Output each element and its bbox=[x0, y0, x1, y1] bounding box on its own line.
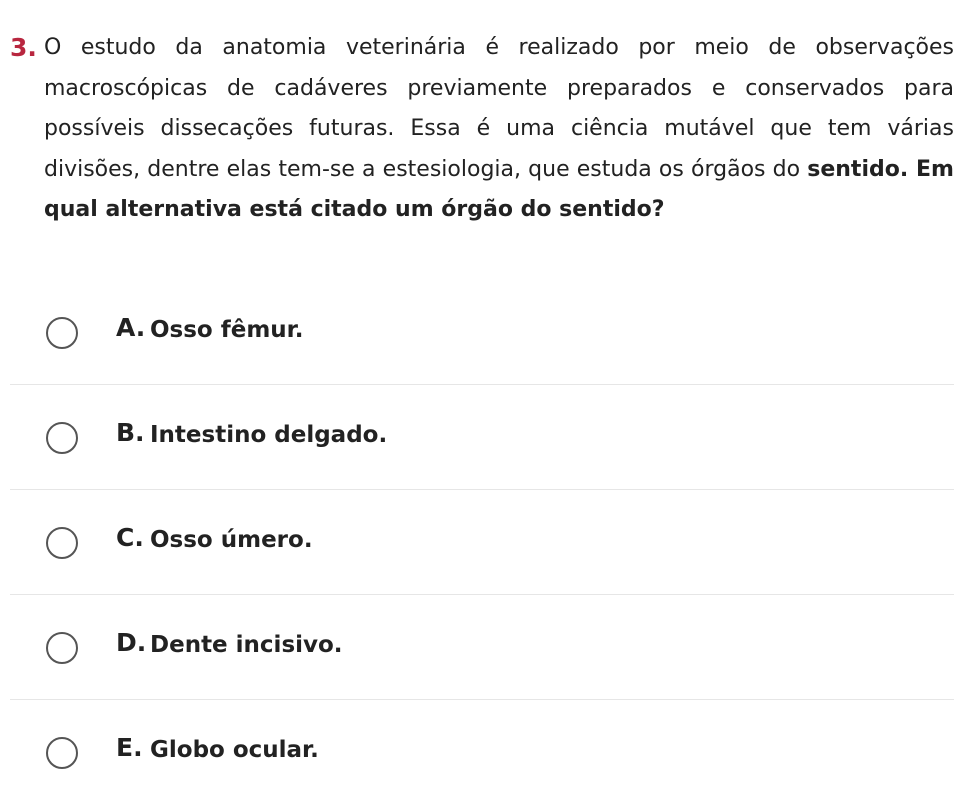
option-letter-d: D. bbox=[116, 628, 147, 657]
option-a[interactable] bbox=[10, 280, 954, 385]
radio-button-c[interactable] bbox=[46, 527, 78, 559]
option-letter-a: A. bbox=[116, 313, 146, 342]
question-text bbox=[44, 28, 954, 231]
option-b[interactable] bbox=[10, 385, 954, 490]
option-text-a: Osso fêmur. bbox=[150, 317, 304, 343]
radio-button-b[interactable] bbox=[46, 422, 78, 454]
radio-button-e[interactable] bbox=[46, 737, 78, 769]
radio-button-d[interactable] bbox=[46, 632, 78, 664]
option-letter-e: E. bbox=[116, 733, 143, 762]
option-c[interactable] bbox=[10, 490, 954, 595]
question-text-bold: sentido. Em qual alternativa está citado um órgão do sentido? bbox=[44, 156, 954, 222]
option-text-d: Dente incisivo. bbox=[150, 632, 343, 658]
radio-button-a[interactable] bbox=[46, 317, 78, 349]
option-text-b: Intestino delgado. bbox=[150, 422, 388, 448]
option-e[interactable] bbox=[10, 700, 954, 804]
question-number: 3. bbox=[10, 33, 37, 62]
option-text-e: Globo ocular. bbox=[150, 737, 319, 763]
option-d[interactable] bbox=[10, 595, 954, 700]
answer-options bbox=[10, 280, 954, 804]
option-text-c: Osso úmero. bbox=[150, 527, 313, 553]
option-letter-c: C. bbox=[116, 523, 144, 552]
question-text-lead: O estudo da anatomia veterinária é realizado por meio de observações macroscópicas de cadáveres previamente preparados e conservados para possíveis dissecações futuras. Essa é uma ciência mutável que tem várias divisões, dentre elas tem-se a estesiologia, que estuda os órgãos do bbox=[44, 35, 954, 182]
option-letter-b: B. bbox=[116, 418, 145, 447]
